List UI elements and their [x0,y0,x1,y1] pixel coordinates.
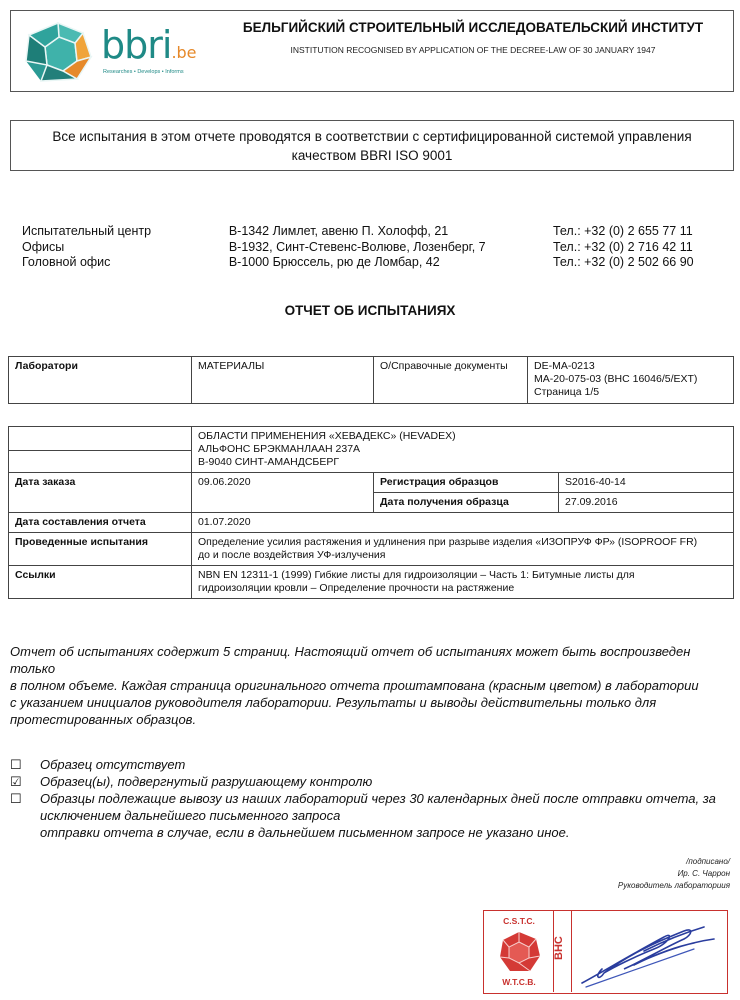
order-date-value: 09.06.2020 [192,473,374,513]
contact-phone: Тел.: +32 (0) 2 502 66 90 [552,255,694,269]
checkbox-label [40,756,736,773]
disclaimer-line: с указанием инициалов руководителя лаборатории. Результаты и выводы действительны только для [10,695,657,710]
checkbox-label-line: отправки отчета в случае, если в дальнейшем письменном запросе не указано иное. [40,825,570,840]
client-line: АЛЬФОНС БРЭКМАНЛААН 237A [198,443,361,455]
tests-value [192,533,734,566]
checkbox-label-line: Образец(ы), подвергнутый разрушающему контролю [40,774,373,789]
logo-suffix: .be [171,43,197,62]
iso-notice-line: качеством BBRI ISO 9001 [291,148,453,163]
contact-row [22,224,722,240]
checkbox-unchecked-icon[interactable]: ☐ [10,791,22,806]
ref-doc-line: DE-MA-0213 [534,360,595,372]
lab-info-table [8,356,734,404]
contact-row [22,240,722,256]
sample-status-list [10,756,736,841]
ref-docs-label: О/Справочные документы [374,357,528,404]
institute-title: БЕЛЬГИЙСКИЙ СТРОИТЕЛЬНЫЙ ИССЛЕДОВАТЕЛЬСКИЙ ИНСТИТУТ [242,20,704,35]
lab-stamp [483,910,728,994]
contact-phone: Тел.: +32 (0) 2 716 42 11 [552,239,693,254]
signature-block [618,856,730,892]
bbri-logo [23,19,203,85]
client-address [192,427,734,473]
checkbox-label-line: исключением дальнейшего письменного запроса [40,808,341,823]
references-line: гидроизоляции кровли – Определение прочности на растяжение [198,582,515,594]
client-line: B-9040 СИНТ-АМАНДСБЕРГ [198,456,340,468]
table-row [9,533,734,566]
report-disclaimer [10,643,730,728]
sample-received-label: Дата получения образца [374,493,559,513]
ref-docs-value [528,357,734,404]
table-row [9,473,734,493]
page-number: Страница 1/5 [534,386,600,398]
references-line: NBN EN 12311-1 (1999) Гибкие листы для гидроизоляции – Часть 1: Битумные листы для [198,569,635,581]
table-row [9,513,734,533]
checkbox-label [40,790,736,841]
table-row [9,427,734,451]
sample-received-value: 27.09.2016 [559,493,734,513]
checkbox-label-line: Образец отсутствует [40,757,186,772]
report-details-table [8,426,734,599]
checkbox-item [10,790,736,841]
ref-doc-line: MA-20-075-03 (BHC 16046/5/EXT) [534,373,698,385]
tests-line: Определение усилия растяжения и удлинения при разрыве изделия «ИЗОПРУФ ФР» (ISOPROOF FR) [198,536,698,548]
report-date-label: Дата составления отчета [9,513,192,533]
iso-notice [10,120,734,171]
sample-registration-label: Регистрация образцов [374,473,559,493]
contact-address: B-1342 Лимлет, авеню П. Холофф, 21 [228,224,449,238]
tests-label: Проведенные испытания [9,533,192,566]
signatory-role: Руководитель лабораториия [617,881,730,890]
contacts-list [22,224,722,271]
iso-notice-line: Все испытания в этом отчете проводятся в соответствии с сертифицированной системой управления [52,129,692,144]
dodecahedron-logo-icon [23,21,93,83]
checkbox-label [40,773,736,790]
stamp-dodecahedron-icon [496,929,542,975]
order-date-label: Дата заказа [9,473,192,513]
stamp-code: BHC [553,936,565,960]
sample-registration-value: S2016-40-14 [559,473,734,493]
logo-name: bbri [101,23,172,67]
disclaimer-line: протестированных образцов. [10,712,197,727]
handwritten-signature-icon [574,911,726,993]
tests-line: до и после воздействия УФ-излучения [198,549,386,561]
lab-value: МАТЕРИАЛЫ [192,357,374,404]
report-title: ОТЧЕТ ОБ ИСПЫТАНИЯХ [284,303,456,318]
signed-marker: /подписано/ [686,857,730,866]
empty-cell [9,427,192,451]
table-row [9,357,734,404]
contact-address: B-1932, Синт-Стевенс-Волюве, Лозенберг, 7 [228,239,486,254]
contact-phone: Тел.: +32 (0) 2 655 77 11 [552,224,693,238]
checkbox-label-line: Образцы подлежащие вывозу из наших лабораторий через 30 календарных дней после отправки отчета, за [40,791,716,806]
checkbox-unchecked-icon[interactable]: ☐ [10,757,22,772]
references-label: Ссылки [9,566,192,599]
logo-wordmark [101,23,197,67]
checkbox-checked-icon[interactable]: ☑ [10,774,22,789]
contact-address: B-1000 Брюссель, рю де Ломбар, 42 [228,255,440,269]
contact-label: Головной офис [22,255,111,269]
stamp-emblem-panel [484,911,554,992]
report-date-value: 01.07.2020 [192,513,734,533]
checkbox-item [10,756,736,773]
institute-header [10,10,734,92]
lab-label: Лаборатори [9,357,192,404]
disclaimer-line: в полном объеме. Каждая страница оригинального отчета проштампована (красным цветом) в лаборатории [10,678,699,693]
table-row [9,566,734,599]
client-line: ОБЛАСТИ ПРИМЕНЕНИЯ «ХЕВАДЕКС» (HEVADEX) [198,430,456,442]
contact-row [22,255,722,271]
contact-label: Испытательный центр [22,224,152,238]
signatory-name: Ир. С. Чаррон [677,869,730,878]
institute-subtitle: INSTITUTION RECOGNISED BY APPLICATION OF THE DECREE-LAW OF 30 JANUARY 1947 [290,45,656,55]
checkbox-item [10,773,736,790]
contact-label: Офисы [22,239,65,254]
empty-cell [9,451,192,473]
stamp-bottom-text: W.T.C.B. [502,977,536,987]
stamp-code-panel [554,911,572,992]
references-value [192,566,734,599]
disclaimer-line: Отчет об испытаниях содержит 5 страниц. Настоящий отчет об испытаниях может быть воспроизведен только [10,644,691,676]
logo-tagline: Researches • Develops • Informs [103,69,184,75]
stamp-top-text: C.S.T.C. [503,916,535,926]
